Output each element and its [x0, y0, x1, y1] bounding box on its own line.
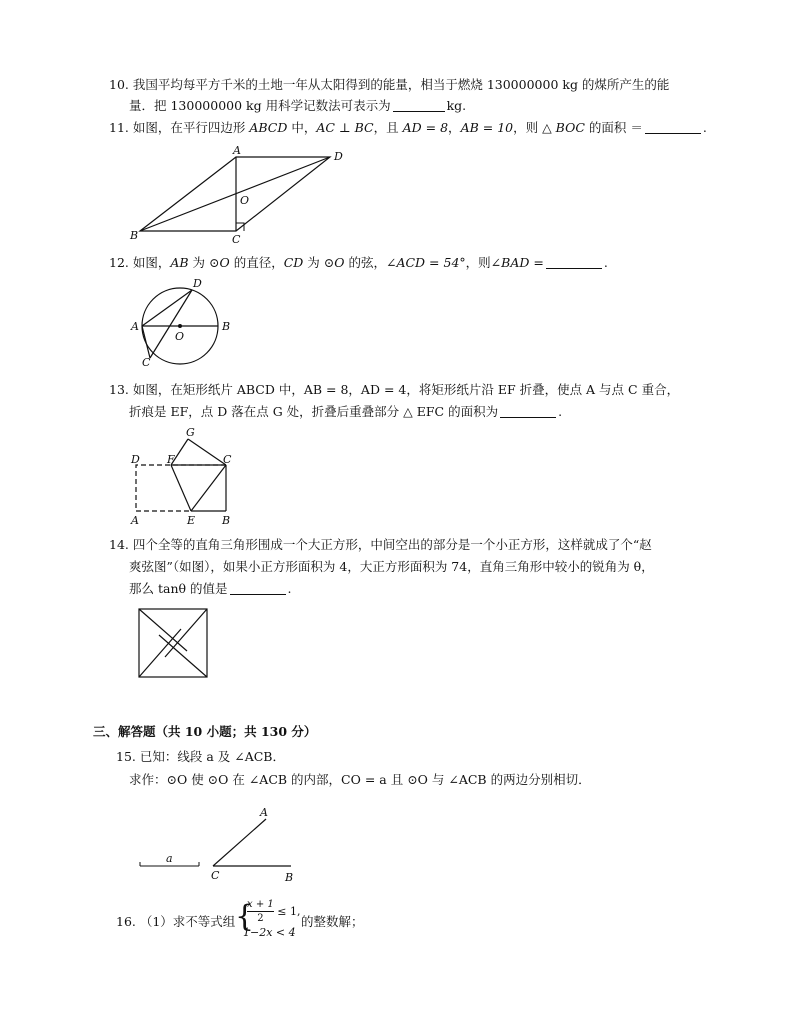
- label-B: B: [130, 229, 139, 242]
- label-O: O: [175, 330, 185, 343]
- label-C: C: [211, 869, 220, 882]
- label-D: D: [193, 277, 202, 290]
- q11-seg: AD = 8: [402, 120, 449, 135]
- section-heading: 三、解答题（共 10 小题；共 130 分）: [93, 724, 317, 739]
- q14-seg: 那么 tanθ 的值是: [129, 581, 228, 596]
- label-A: A: [131, 514, 139, 527]
- q11-seg: 的面积 ＝: [584, 120, 643, 135]
- q12-seg: ，则: [465, 255, 491, 270]
- ineq1: [247, 898, 300, 925]
- label-C: C: [232, 233, 241, 246]
- label-B: B: [222, 514, 231, 527]
- q12-seg: O: [219, 255, 230, 270]
- label-A: A: [233, 144, 241, 157]
- q12-seg: ∠BAD =: [490, 255, 544, 270]
- q11-seg: 11. 如图，在平行四边形: [109, 120, 250, 135]
- label-C: C: [142, 356, 151, 369]
- q12-seg: 为 ⊙: [303, 255, 335, 270]
- q13-seg: 折痕是 EF，点 D 落在点 G 处，折叠后重叠部分 △ EFC 的面积为: [129, 404, 499, 419]
- q12-seg: CD: [283, 255, 304, 270]
- label-D: D: [131, 453, 140, 466]
- q12-seg: O: [334, 255, 345, 270]
- label-C: C: [223, 453, 232, 466]
- q11-seg: .: [702, 120, 707, 135]
- q11-seg: ，则 △: [513, 120, 556, 135]
- label-F: F: [167, 453, 175, 466]
- label-E: E: [187, 514, 196, 527]
- label-G: G: [186, 426, 195, 439]
- q10-line2-text: 量．把 130000000 kg 用科学记数法可表示为: [129, 98, 391, 113]
- q12-seg: AB: [170, 255, 189, 270]
- q11-seg: BOC: [555, 120, 585, 135]
- ineq2: 1−2x < 4: [243, 926, 296, 939]
- ineq1-den: 2: [257, 913, 264, 924]
- q14-line2: 爽弦图”（如图），如果小正方形面积为 4，大正方形面积为 74，直角三角形中较小的锐角为 θ，: [129, 559, 654, 574]
- label-O: O: [240, 194, 250, 207]
- q11-seg: AC ⊥ BC: [316, 120, 374, 135]
- q10-unit: kg.: [446, 98, 467, 113]
- label-A: A: [260, 806, 268, 819]
- q11-seg: ，且: [373, 120, 403, 135]
- q11-seg: ABCD: [249, 120, 288, 135]
- label-B: B: [285, 871, 294, 884]
- brace: {: [235, 899, 255, 934]
- q14-line1: 14. 四个全等的直角三角形围成一个大正方形，中间空出的部分是一个小正方形，这样就成了个“赵: [109, 537, 652, 552]
- label-B: B: [222, 320, 231, 333]
- q11-seg: AB = 10: [460, 120, 514, 135]
- q12-seg: ∠ACD = 54°: [385, 255, 466, 270]
- q13-seg: .: [558, 404, 563, 419]
- ineq1-rhs: ≤ 1,: [277, 905, 301, 918]
- label-D: D: [334, 150, 343, 163]
- ineq1-num: x + 1: [247, 899, 274, 910]
- q12-seg: 12. 如图，: [109, 255, 171, 270]
- q15-line1: 15. 已知：线段 a 及 ∠ACB．: [116, 749, 285, 764]
- q12-seg: 为 ⊙: [188, 255, 220, 270]
- q12-seg: 的弦，: [344, 255, 386, 270]
- q12-seg: .: [603, 255, 608, 270]
- q16-prefix: 16. （1）求不等式组: [116, 914, 236, 929]
- q13-line1: 13. 如图，在矩形纸片 ABCD 中，AB = 8，AD = 4，将矩形纸片沿 EF 折叠，使点 A 与点 C 重合，: [109, 382, 680, 397]
- label-A: A: [131, 320, 139, 333]
- q16-suffix: 的整数解；: [301, 914, 364, 929]
- q10-line1: 10. 我国平均每平方千米的土地一年从太阳得到的能量，相当于燃烧 130000000 kg 的煤所产生的能: [109, 77, 670, 92]
- q11-seg: ，: [448, 120, 461, 135]
- q15-line2: 求作：⊙O 使 ⊙O 在 ∠ACB 的内部，CO = a 且 ⊙O 与 ∠ACB 的两边分别相切．: [129, 772, 591, 787]
- q14-seg: .: [287, 581, 292, 596]
- label-a: a: [166, 852, 173, 865]
- q11-seg: 中，: [287, 120, 317, 135]
- q12-seg: 的直径，: [229, 255, 284, 270]
